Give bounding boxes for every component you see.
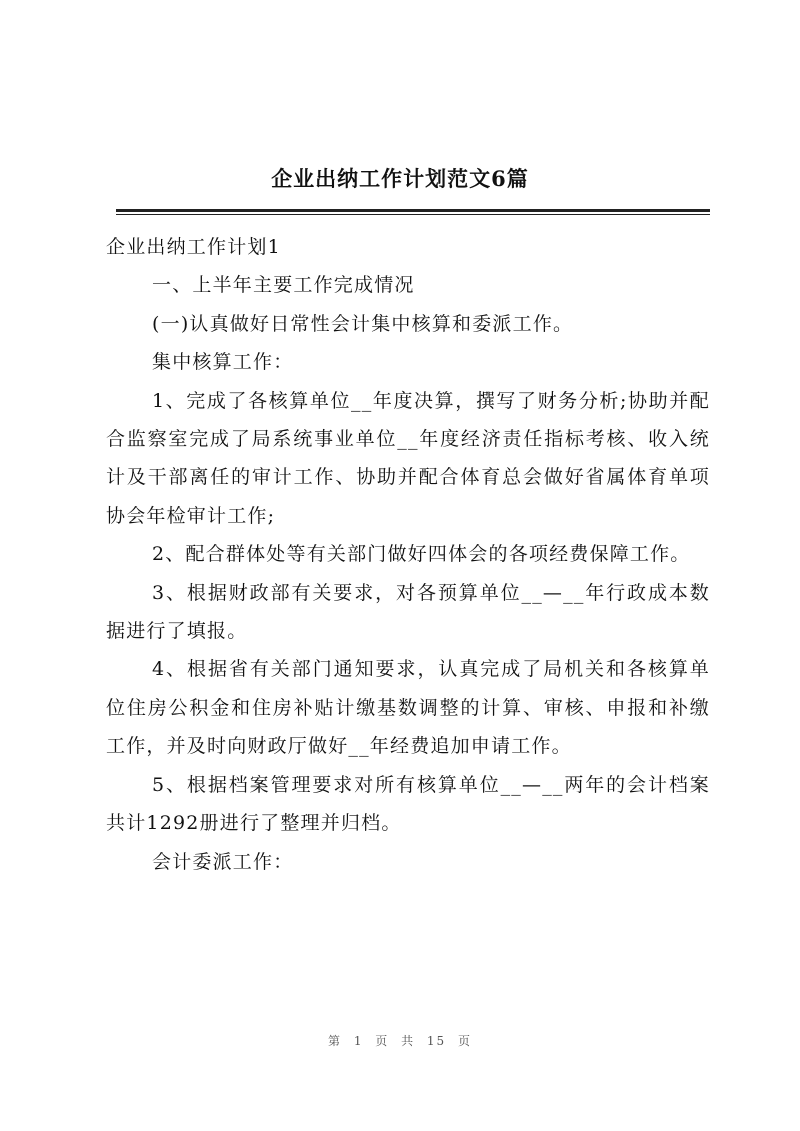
document-title: 企业出纳工作计划范文6篇 (271, 166, 529, 191)
paragraph: 3、根据财政部有关要求，对各预算单位__—__年行政成本数据进行了填报。 (106, 581, 710, 643)
paragraph: 会计委派工作： (152, 850, 294, 873)
section-heading: 企业出纳工作计划1 (106, 236, 281, 258)
paragraph: 集中核算工作： (152, 351, 294, 374)
paragraph: (一)认真做好日常性会计集中核算和委派工作。 (152, 312, 574, 335)
title-rule-thin (116, 214, 710, 215)
paragraph: 2、配合群体处等有关部门做好四体会的各项经费保障工作。 (152, 543, 691, 566)
page-number-footer: 第 1 页 共 15 页 (328, 1034, 472, 1048)
paragraph: 1、完成了各核算单位__年度决算，撰写了财务分析;协助并配合监察室完成了局系统事业单位__年度经济责任指标考核、收入统计及干部离任的审计工作、协助并配合体育总会做好省属体育单项协会年检审计工作; (106, 389, 710, 527)
title-rule-thick (116, 209, 710, 212)
paragraph: 一、上半年主要工作完成情况 (152, 274, 415, 297)
document-body (106, 228, 710, 881)
paragraph: 4、根据省有关部门通知要求，认真完成了局机关和各核算单位住房公积金和住房补贴计缴基数调整的计算、审核、申报和补缴工作，并及时向财政厅做好__年经费追加申请工作。 (106, 658, 710, 758)
paragraph: 5、根据档案管理要求对所有核算单位__—__两年的会计档案共计1292册进行了整理并归档。 (106, 773, 710, 835)
